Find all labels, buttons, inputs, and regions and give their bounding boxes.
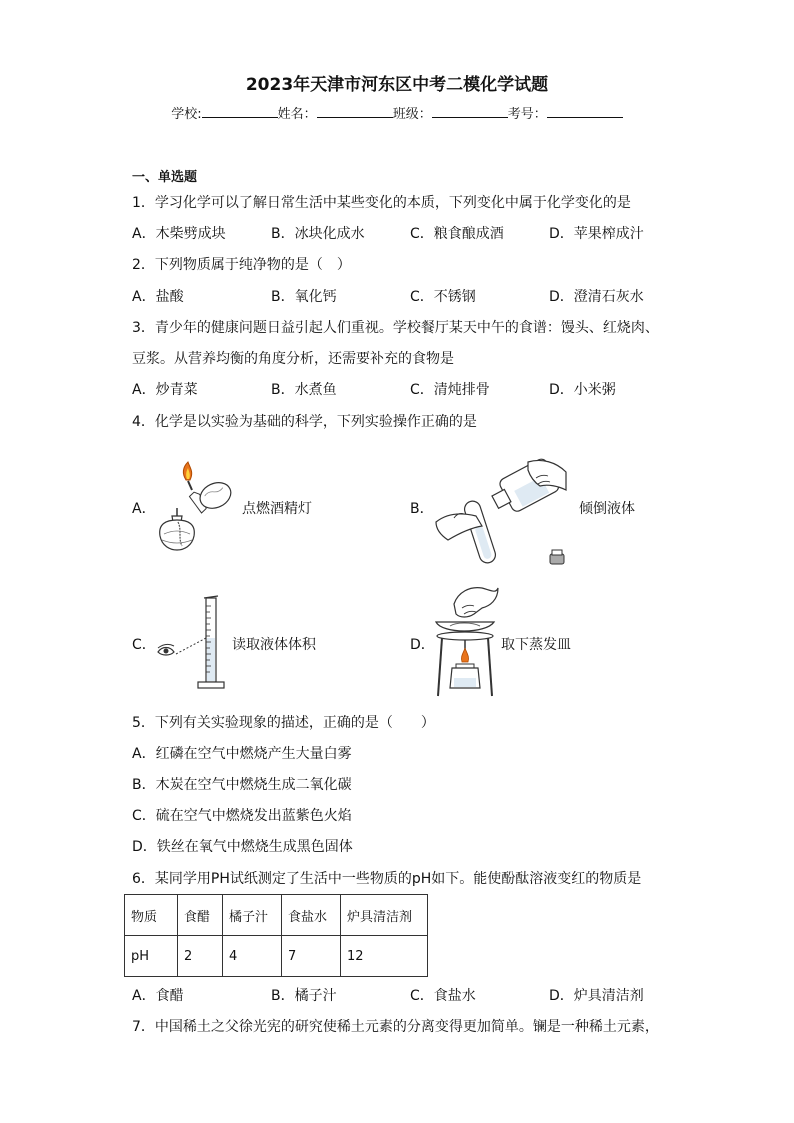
- question-5-option-b: B．木炭在空气中燃烧生成二氧化碳: [132, 777, 352, 793]
- table-cell: 2: [178, 936, 223, 977]
- table-cell: 炉具清洁剂: [341, 895, 428, 936]
- ph-table: [124, 894, 428, 977]
- id-label: 考号：: [507, 107, 547, 122]
- question-6-option-b: B．橘子汁: [271, 988, 337, 1004]
- question-4-figure-d-caption: 取下蒸发皿: [501, 637, 571, 653]
- lighting-alcohol-lamp-figure: [148, 460, 238, 555]
- question-4-option-a-letter: A．: [132, 501, 156, 517]
- question-4-stem: 4．化学是以实验为基础的科学，下列实验操作正确的是: [132, 414, 477, 430]
- student-info-line: [0, 103, 794, 122]
- question-1-option-c: C．粮食酿成酒: [410, 226, 504, 242]
- question-1-stem: 1．学习化学可以了解日常生活中某些变化的本质，下列变化中属于化学变化的是: [132, 195, 631, 211]
- name-label: 姓名：: [277, 107, 317, 122]
- question-5-stem: 5．下列有关实验现象的描述，正确的是（ ）: [132, 715, 435, 731]
- question-1-option-a: A．木柴劈成块: [132, 226, 226, 242]
- question-6-option-a: A．食醋: [132, 988, 184, 1004]
- reading-cylinder-figure: [150, 592, 230, 692]
- table-cell: 橘子汁: [223, 895, 282, 936]
- table-cell: 食醋: [178, 895, 223, 936]
- question-2-option-d: D．澄清石灰水: [549, 289, 644, 305]
- evaporating-dish-figure: [428, 584, 502, 700]
- question-6-option-d: D．炉具清洁剂: [549, 988, 644, 1004]
- question-4-option-b-letter: B．: [410, 501, 434, 517]
- table-cell: 7: [282, 936, 341, 977]
- question-6-stem: 6．某同学用PH试纸测定了生活中一些物质的pH如下。能使酚酞溶液变红的物质是: [132, 871, 642, 887]
- question-1-option-d: D．苹果榨成汁: [549, 226, 644, 242]
- question-5-option-d: D．铁丝在氧气中燃烧生成黑色固体: [132, 839, 353, 855]
- pouring-liquid-figure: [432, 456, 577, 571]
- question-6-option-c: C．食盐水: [410, 988, 476, 1004]
- class-blank: [432, 104, 508, 118]
- question-3-option-b: B．水煮鱼: [271, 382, 337, 398]
- ph-table-header-row: [125, 895, 428, 936]
- question-7-stem: 7．中国稀土之父徐光宪的研究使稀土元素的分离变得更加简单。镧是一种稀土元素，: [132, 1019, 659, 1035]
- table-cell: 食盐水: [282, 895, 341, 936]
- question-2-option-a: A．盐酸: [132, 289, 184, 305]
- question-3-option-c: C．清炖排骨: [410, 382, 490, 398]
- question-2-stem: 2．下列物质属于纯净物的是（ ）: [132, 257, 351, 273]
- class-label: 班级：: [392, 107, 432, 122]
- section-heading: 一、单选题: [132, 170, 198, 185]
- question-4-option-d-letter: D．: [410, 637, 435, 653]
- question-5-option-c: C．硫在空气中燃烧发出蓝紫色火焰: [132, 808, 352, 824]
- question-4-figure-b-caption: 倾倒液体: [579, 501, 635, 517]
- name-blank: [317, 104, 393, 118]
- table-cell: pH: [125, 936, 178, 977]
- question-4-figure-a-caption: 点燃酒精灯: [242, 501, 312, 517]
- table-cell: 4: [223, 936, 282, 977]
- question-4-figure-c-caption: 读取液体体积: [232, 637, 316, 653]
- ph-table-value-row: [125, 936, 428, 977]
- school-blank: [202, 104, 278, 118]
- question-3-stem-line-2: 豆浆。从营养均衡的角度分析，还需要补充的食物是: [132, 351, 454, 367]
- question-5-option-a: A．红磷在空气中燃烧产生大量白雾: [132, 746, 352, 762]
- question-1-option-b: B．冰块化成水: [271, 226, 365, 242]
- school-label: 学校:: [171, 107, 202, 122]
- question-3-stem-line-1: 3．青少年的健康问题日益引起人们重视。学校餐厅某天中午的食谱：馒头、红烧肉、: [132, 320, 659, 336]
- table-cell: 物质: [125, 895, 178, 936]
- question-2-option-b: B．氧化钙: [271, 289, 337, 305]
- id-blank: [547, 104, 623, 118]
- question-4-option-c-letter: C．: [132, 637, 156, 653]
- table-cell: 12: [341, 936, 428, 977]
- question-3-option-a: A．炒青菜: [132, 382, 198, 398]
- question-3-option-d: D．小米粥: [549, 382, 616, 398]
- page-title: 2023年天津市河东区中考二模化学试题: [245, 75, 549, 95]
- question-2-option-c: C．不锈钢: [410, 289, 476, 305]
